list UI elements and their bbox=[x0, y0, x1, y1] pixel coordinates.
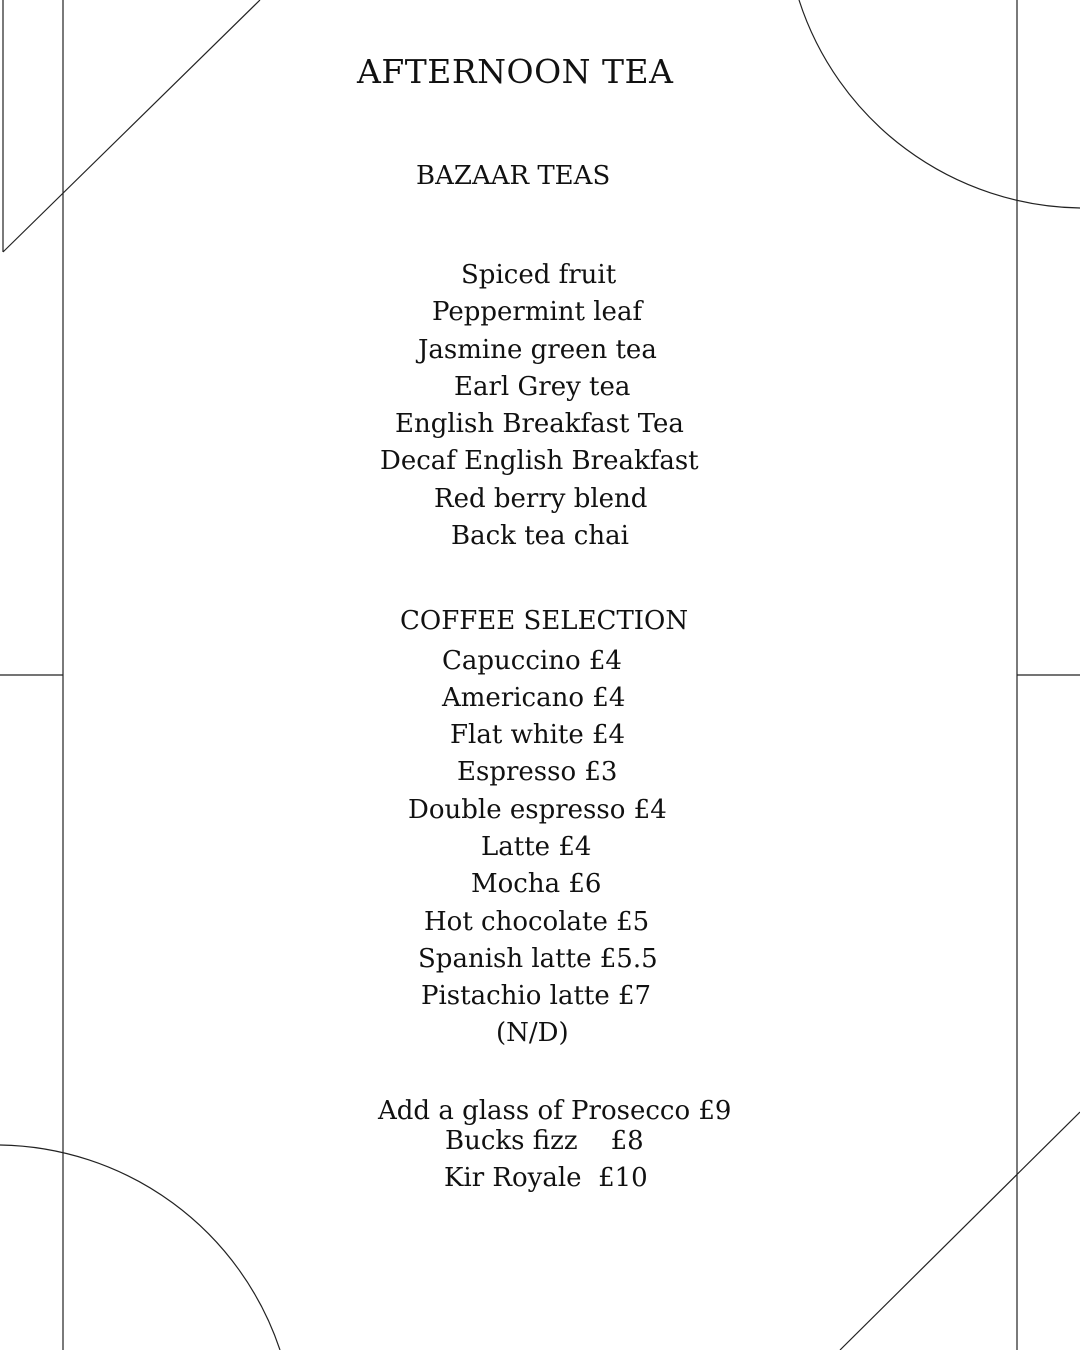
tea-item: Jasmine green tea bbox=[418, 335, 657, 365]
coffee-item: Capuccino £4 bbox=[442, 646, 622, 676]
tea-item: Peppermint leaf bbox=[432, 297, 643, 327]
tea-item: Earl Grey tea bbox=[454, 372, 631, 402]
coffee-item: (N/D) bbox=[496, 1018, 569, 1048]
drink-item: Add a glass of Prosecco £9 bbox=[378, 1096, 732, 1126]
coffee-item: Espresso £3 bbox=[457, 757, 618, 787]
tea-item: English Breakfast Tea bbox=[395, 409, 684, 439]
coffee-item: Mocha £6 bbox=[471, 869, 602, 899]
coffee-item: Americano £4 bbox=[442, 683, 626, 713]
coffee-item: Spanish latte £5.5 bbox=[418, 944, 658, 974]
top-right-arc bbox=[799, 0, 1080, 208]
coffee-item: Pistachio latte £7 bbox=[421, 981, 652, 1011]
section-heading-teas: BAZAAR TEAS bbox=[416, 161, 611, 191]
coffee-item: Hot chocolate £5 bbox=[424, 907, 650, 937]
section-heading-coffee: COFFEE SELECTION bbox=[400, 606, 689, 636]
top-left-diagonal bbox=[3, 0, 260, 252]
drink-item: Kir Royale £10 bbox=[444, 1163, 648, 1193]
bottom-right-diagonal bbox=[840, 1112, 1080, 1350]
coffee-item: Double espresso £4 bbox=[408, 795, 667, 825]
bottom-left-arc bbox=[0, 1145, 280, 1350]
drink-item: Bucks fizz £8 bbox=[445, 1126, 644, 1156]
page-title: AFTERNOON TEA bbox=[357, 52, 674, 91]
tea-item: Red berry blend bbox=[434, 484, 648, 514]
tea-item: Spiced fruit bbox=[461, 260, 617, 290]
coffee-item: Flat white £4 bbox=[450, 720, 626, 750]
tea-item: Back tea chai bbox=[451, 521, 629, 551]
tea-item: Decaf English Breakfast bbox=[380, 446, 699, 476]
coffee-item: Latte £4 bbox=[481, 832, 592, 862]
